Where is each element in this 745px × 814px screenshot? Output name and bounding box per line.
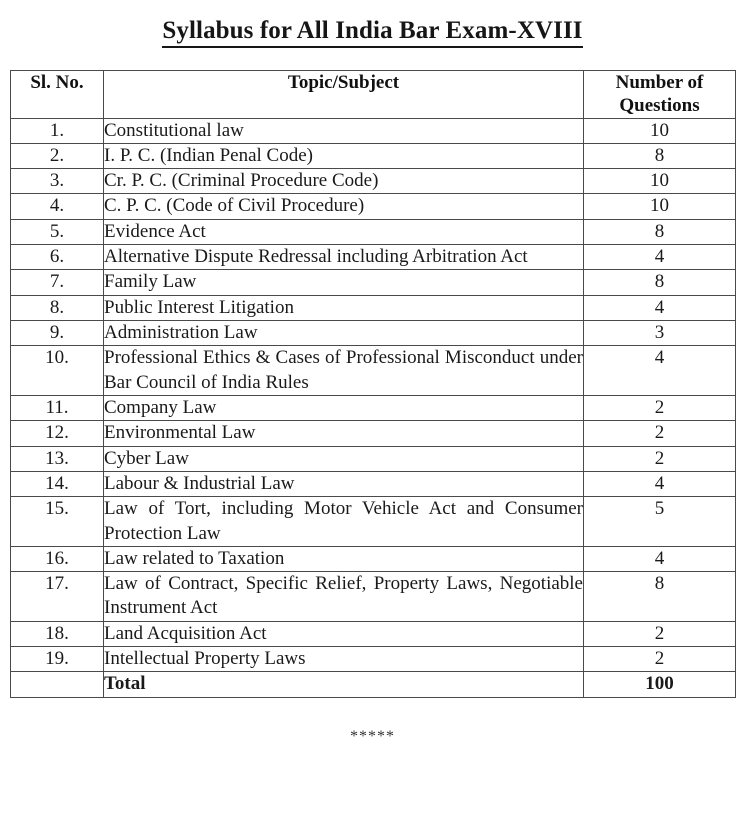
- cell-topic-subject: Law of Tort, including Motor Vehicle Act and Consumer Protection Law: [104, 497, 584, 547]
- cell-number-of-questions: 2: [584, 621, 736, 646]
- table-row: [11, 245, 736, 270]
- cell-topic-subject: Administration Law: [104, 321, 584, 346]
- cell-serial-number: 7.: [11, 270, 104, 295]
- cell-topic-subject: Evidence Act: [104, 219, 584, 244]
- table-row: [11, 621, 736, 646]
- cell-topic-subject: Cyber Law: [104, 446, 584, 471]
- cell-number-of-questions: 8: [584, 572, 736, 622]
- cell-number-of-questions: 8: [584, 143, 736, 168]
- cell-serial-number-total: [11, 672, 104, 697]
- cell-topic-subject: C. P. C. (Code of Civil Procedure): [104, 194, 584, 219]
- table-header: [11, 70, 736, 118]
- cell-number-of-questions: 2: [584, 647, 736, 672]
- cell-topic-subject: Labour & Industrial Law: [104, 471, 584, 496]
- cell-serial-number: 2.: [11, 143, 104, 168]
- cell-serial-number: 16.: [11, 546, 104, 571]
- table-header-row: [11, 70, 736, 118]
- cell-serial-number: 11.: [11, 395, 104, 420]
- cell-serial-number: 3.: [11, 169, 104, 194]
- table-row: [11, 118, 736, 143]
- cell-number-of-questions: 10: [584, 194, 736, 219]
- cell-topic-subject: Law related to Taxation: [104, 546, 584, 571]
- cell-serial-number: 18.: [11, 621, 104, 646]
- cell-number-of-questions: 4: [584, 346, 736, 396]
- page-title-text: Syllabus for All India Bar Exam-XVIII: [162, 17, 582, 48]
- table-row: [11, 169, 736, 194]
- page-title: [0, 0, 745, 48]
- cell-serial-number: 9.: [11, 321, 104, 346]
- cell-serial-number: 13.: [11, 446, 104, 471]
- table-row: [11, 647, 736, 672]
- table-row: [11, 194, 736, 219]
- table-row: [11, 572, 736, 622]
- footer-asterisks: *****: [350, 727, 395, 745]
- cell-number-of-questions: 4: [584, 245, 736, 270]
- cell-serial-number: 17.: [11, 572, 104, 622]
- table-row: [11, 346, 736, 396]
- cell-number-of-questions: 10: [584, 169, 736, 194]
- syllabus-table: [10, 70, 736, 698]
- table-body: [11, 118, 736, 697]
- column-header-number-of-questions-line2: Questions: [619, 94, 700, 116]
- cell-topic-subject: Law of Contract, Specific Relief, Property Laws, Negotiable Instrument Act: [104, 572, 584, 622]
- cell-number-of-questions: 4: [584, 546, 736, 571]
- cell-serial-number: 12.: [11, 421, 104, 446]
- cell-serial-number: 14.: [11, 471, 104, 496]
- cell-number-of-questions: 3: [584, 321, 736, 346]
- cell-number-of-questions: 5: [584, 497, 736, 547]
- table-row: [11, 270, 736, 295]
- syllabus-table-container: [10, 70, 735, 698]
- table-row: [11, 395, 736, 420]
- table-row: [11, 446, 736, 471]
- table-row: [11, 421, 736, 446]
- cell-topic-subject: Professional Ethics & Cases of Professional Misconduct under Bar Council of India Rules: [104, 346, 584, 396]
- cell-topic-subject: Constitutional law: [104, 118, 584, 143]
- cell-serial-number: 10.: [11, 346, 104, 396]
- cell-serial-number: 5.: [11, 219, 104, 244]
- table-row: [11, 143, 736, 168]
- cell-total-questions: 100: [584, 672, 736, 697]
- cell-number-of-questions: 2: [584, 446, 736, 471]
- cell-serial-number: 6.: [11, 245, 104, 270]
- cell-serial-number: 4.: [11, 194, 104, 219]
- cell-number-of-questions: 2: [584, 395, 736, 420]
- cell-topic-subject: Intellectual Property Laws: [104, 647, 584, 672]
- cell-number-of-questions: 8: [584, 270, 736, 295]
- cell-topic-subject: Cr. P. C. (Criminal Procedure Code): [104, 169, 584, 194]
- cell-number-of-questions: 2: [584, 421, 736, 446]
- cell-topic-subject: I. P. C. (Indian Penal Code): [104, 143, 584, 168]
- table-row: [11, 497, 736, 547]
- cell-serial-number: 19.: [11, 647, 104, 672]
- table-row: [11, 295, 736, 320]
- column-header-topic-subject: Topic/Subject: [104, 70, 584, 118]
- cell-number-of-questions: 4: [584, 471, 736, 496]
- table-row: [11, 219, 736, 244]
- cell-topic-subject: Land Acquisition Act: [104, 621, 584, 646]
- cell-number-of-questions: 8: [584, 219, 736, 244]
- cell-serial-number: 15.: [11, 497, 104, 547]
- table-total-row: [11, 672, 736, 697]
- cell-serial-number: 8.: [11, 295, 104, 320]
- column-header-number-of-questions-line1: Number of: [615, 71, 704, 93]
- cell-topic-subject: Company Law: [104, 395, 584, 420]
- table-row: [11, 321, 736, 346]
- cell-topic-subject: Family Law: [104, 270, 584, 295]
- cell-topic-subject: Environmental Law: [104, 421, 584, 446]
- table-row: [11, 546, 736, 571]
- cell-topic-subject: Alternative Dispute Redressal including Arbitration Act: [104, 245, 584, 270]
- column-header-sl-no: Sl. No.: [11, 70, 104, 118]
- table-row: [11, 471, 736, 496]
- cell-total-label: Total: [104, 672, 584, 697]
- column-header-number-of-questions: [584, 70, 736, 118]
- cell-topic-subject: Public Interest Litigation: [104, 295, 584, 320]
- cell-number-of-questions: 4: [584, 295, 736, 320]
- cell-number-of-questions: 10: [584, 118, 736, 143]
- cell-serial-number: 1.: [11, 118, 104, 143]
